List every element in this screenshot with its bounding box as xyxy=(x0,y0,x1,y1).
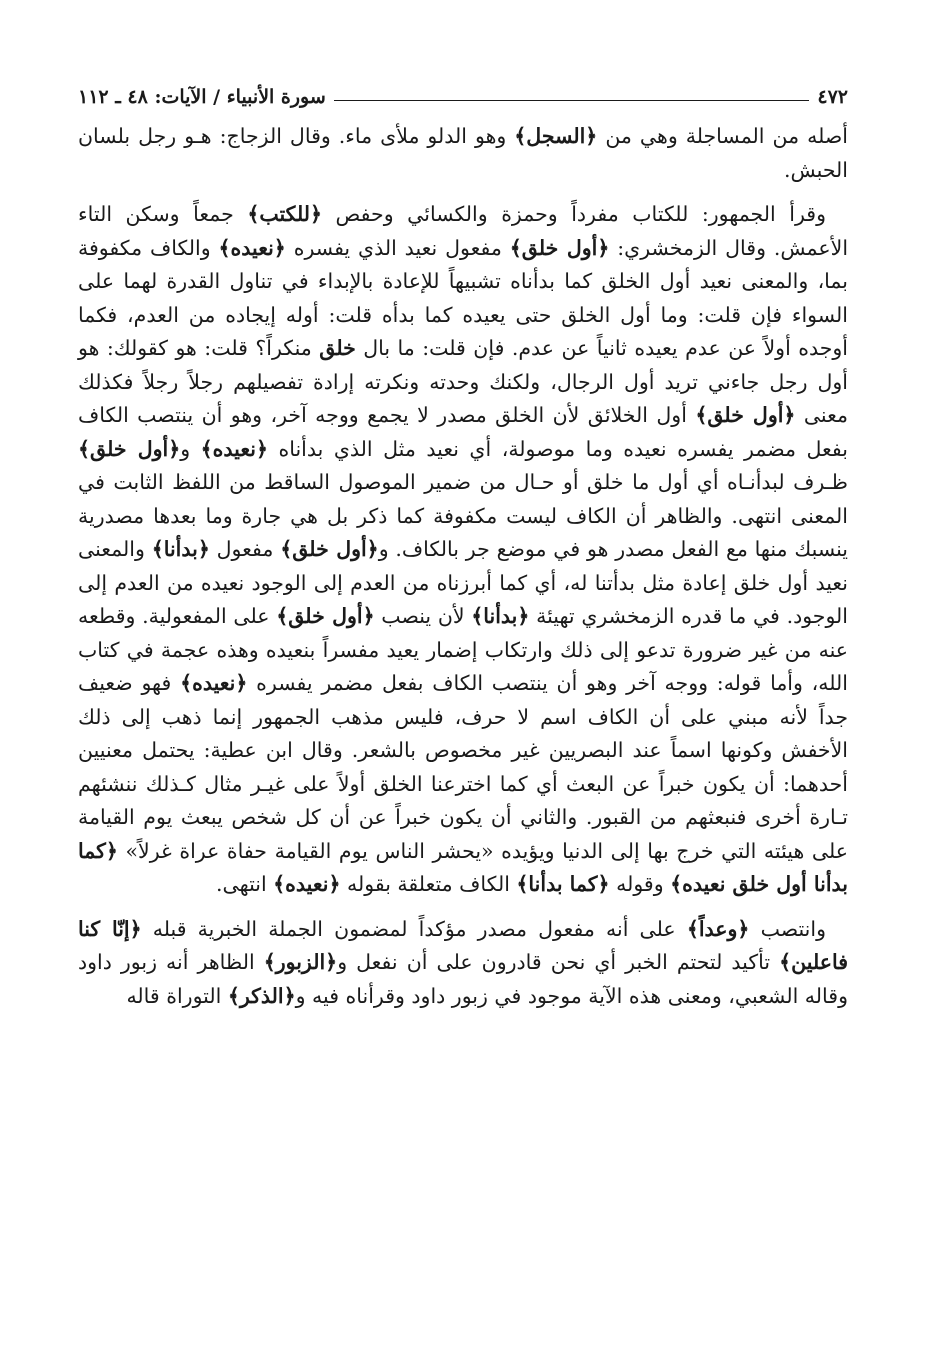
text-run: الظاهر أنه زبور داود وقاله الشعبي، ومعنى هذه الآية موجود في زبور داود وقرأناه فيه و xyxy=(78,950,848,1008)
text-run: على أنه مفعول مصدر مؤكداً لمضمون الجملة الخبرية قبله xyxy=(141,916,687,941)
text-run: أصله من المساجلة وهي من xyxy=(597,124,848,148)
text-run: والكاف مكفوفة بما، والمعنى نعيد أول الخلق كما بدأناه تشبيهاً للإعادة بالإبداء في تناول القدرة لهما على السواء فإن قلت: وما أول الخلق حتى يعيده كما بدأه قلت: أوله إيجاده من العدم، فكما أوجده أولاً عن عدم يعيده ثانياً عن عدم. فإن قلت: ما بال xyxy=(78,235,848,360)
quran-quote: ﴿نعيده﴾ xyxy=(273,872,341,896)
header-rule xyxy=(334,100,810,101)
quran-quote: ﴿السجل﴾ xyxy=(514,124,598,148)
quran-quote: ﴿نعيده﴾ xyxy=(218,235,286,260)
quran-quote: ﴿كما بدأنا﴾ xyxy=(516,872,610,896)
quran-quote: ﴿أول خلق﴾ xyxy=(276,604,375,628)
text-run: جمعاً وسكن التاء الأعمش. وقال الزمخشري: xyxy=(78,202,849,260)
quran-quote: ﴿بدأنا﴾ xyxy=(471,604,530,628)
text-run: تأكيد لتحتم الخبر أي نحن قادرون على أن نفعل و xyxy=(337,950,780,974)
text-run: فهو ضعيف جداً لأنه مبني على أن الكاف اسم لا حرف، فليس مذهب الجمهور إنما ذهب إلى ذلك الأخفش وكونها اسماً عند البصريين غير مخصوص بالشعر. وقال ابن عطية: يحتمل معنيين أحدهما: أن يكون خبراً عن البعث أي كما اخترعنا الخلق أولاً على غيـر مثال كـذلك ننشئهم تـارة أخرى فنبعثهم من القبور. والثاني أن يكون خبراً عن أن كل شخص يبعث يوم القيامة على هيئته التي خرج بها إلى الدنيا ويؤيده «يحشر الناس يوم القيامة حفاة عراة غرلاً» xyxy=(78,671,848,863)
text-run: أول الخلائق لأن الخلق مصدر لا يجمع ووجه آخر، وهو أن ينتصب الكاف بفعل مضمر يفسره نعيده وما موصولة، أي نعيد مثل الذي بدأناه xyxy=(78,403,848,461)
quran-quote: ﴿أول خلق﴾ xyxy=(695,403,796,427)
quran-quote: خلق xyxy=(319,336,356,360)
paragraph xyxy=(78,198,848,902)
quran-quote: ﴿إنّا كنا فاعلين﴾ xyxy=(78,916,849,974)
quran-quote: ﴿الذكر﴾ xyxy=(227,983,296,1008)
running-header xyxy=(78,80,848,108)
text-run: مفعول xyxy=(209,537,281,561)
quran-quote: ﴿أول خلق﴾ xyxy=(78,436,181,461)
text-run: انتهى. xyxy=(216,872,274,896)
text-run: التوراة قاله xyxy=(126,983,228,1008)
text-run: و xyxy=(180,436,201,461)
text-run: ظـرف لبدأنـاه أي أول ما خلق أو حـال من ضمير الموصول الساقط من اللفظ الثابت في المعنى انتهى. والظاهر أن الكاف ليست مكفوفة كما ذكر بل هي جارة وما بعدها مصدرية ينسبك منها مع الفعل مصدر هو في موضع جر بالكاف. و xyxy=(78,470,849,561)
text-run: لأن ينصب xyxy=(374,604,472,628)
text-run: مفعول نعيد الذي يفسره xyxy=(285,235,510,260)
text-run: والمعنى نعيد أول خلق إعادة مثل بدأتنا له، أي كما أبرزناه من العدم إلى الوجود نعيده من العدم إلى الوجود. في ما قدره الزمخشري تهيئة xyxy=(78,537,849,628)
text-run: وهو الدلو ملأى ماء. وقال الزجاج: هـو رجل بلسان الحبش. xyxy=(78,124,848,182)
paragraph xyxy=(78,913,848,1014)
text-run: الكاف متعلقة بقوله xyxy=(340,872,517,896)
page-number: ٤٧٢ xyxy=(817,86,848,108)
text-run: وانتصب xyxy=(749,916,826,941)
paragraph xyxy=(78,120,848,187)
page-body xyxy=(78,120,848,1024)
quran-quote: ﴿نعيده﴾ xyxy=(200,436,268,461)
text-run: على المفعولية. وقطعه عنه من غير ضرورة تدعو إلى ذلك وارتكاب إضمار يعيد مفسراً بنعيده وهذه عجمة في كتاب الله، وأما قوله: ووجه آخر وهو أن ينتصب الكاف بفعل مضمر يفسره xyxy=(78,604,848,695)
text-run: وقرأ الجمهور: للكتاب مفرداً وحمزة والكسائي وحفص xyxy=(322,202,826,226)
quran-quote: ﴿أول خلق﴾ xyxy=(509,235,610,260)
text-run: منكراً؟ قلت: هو كقولك: هو أول رجل جاءني تريد أول الرجال، ولكنك وحدته ونكرته إرادة تفصيلهم رجلاً رجلاً فكذلك معنى xyxy=(78,336,848,427)
quran-quote: ﴿وعداً﴾ xyxy=(686,916,750,941)
quran-quote: ﴿للكتب﴾ xyxy=(247,202,323,226)
quran-quote: ﴿الزبور﴾ xyxy=(263,950,338,974)
quran-quote: ﴿كما بدأنا أول خلق نعيده﴾ xyxy=(78,838,848,896)
text-run: وقوله xyxy=(609,872,671,896)
quran-quote: ﴿بدأنا﴾ xyxy=(151,537,210,561)
chapter-title: سورة الأنبياء / الآيات: ٤٨ ـ ١١٢ xyxy=(78,86,326,108)
quran-quote: ﴿نعيده﴾ xyxy=(180,671,248,695)
quran-quote: ﴿أول خلق﴾ xyxy=(280,537,379,561)
